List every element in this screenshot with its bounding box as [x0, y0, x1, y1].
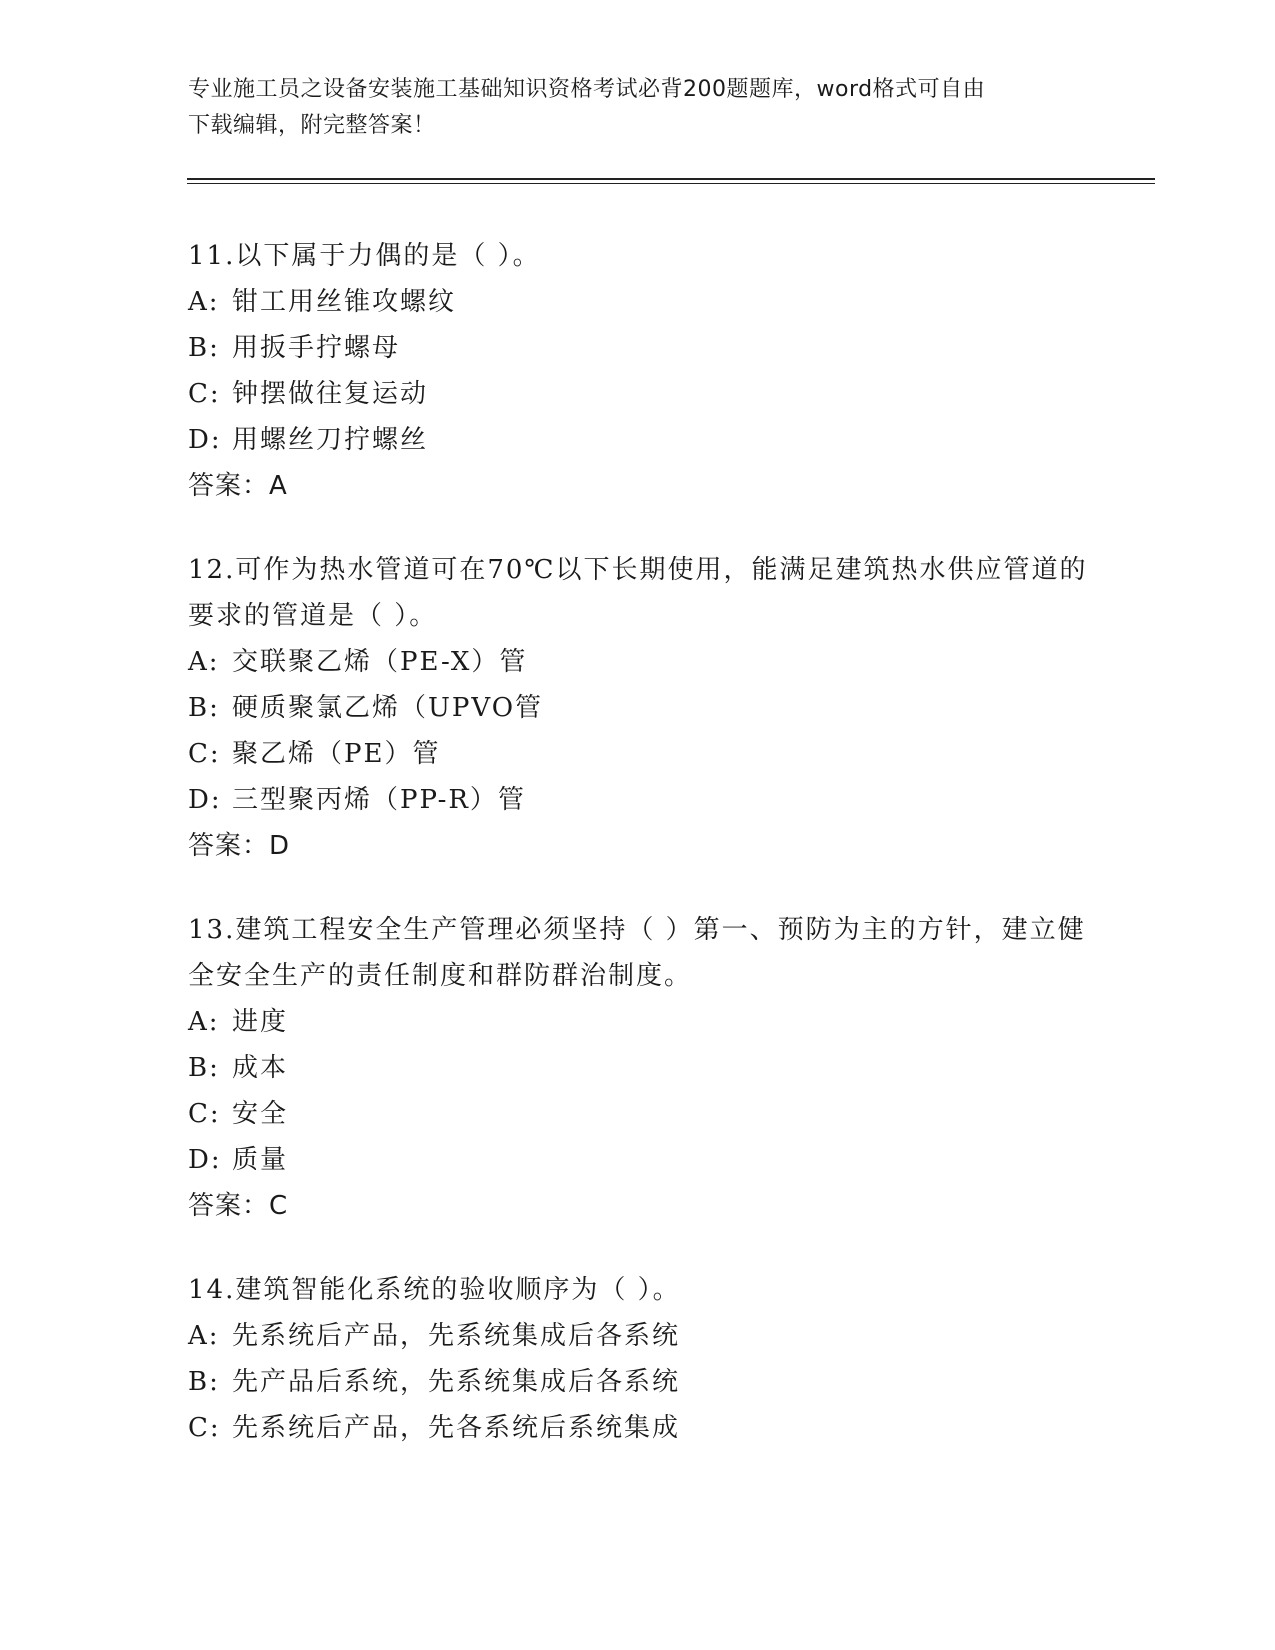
option-b: [188, 685, 1088, 731]
question-text: 14.建筑智能化系统的验收顺序为（ ）。: [188, 1275, 681, 1305]
option-a: [188, 1313, 1088, 1359]
option-text: 先系统后产品，先系统集成后各系统: [232, 1321, 681, 1351]
option-text: 成本: [232, 1053, 289, 1083]
question-13: [188, 907, 1088, 1229]
option-key: A:: [188, 287, 220, 317]
answer-line: 答案：C: [188, 1191, 289, 1221]
document-header: [188, 72, 1088, 144]
option-text: 硬质聚氯乙烯（UPVO管: [232, 693, 544, 723]
question-11: [188, 233, 1088, 509]
header-divider-thick: [187, 178, 1155, 180]
option-key: B:: [188, 693, 220, 723]
answer-line: 答案：A: [188, 471, 288, 501]
option-text: 先产品后系统，先系统集成后各系统: [232, 1367, 681, 1397]
option-key: D:: [188, 425, 222, 455]
option-text: 聚乙烯（PE）管: [232, 739, 441, 769]
header-line-1: 专业施工员之设备安装施工基础知识资格考试必背200题题库，word格式可自由: [188, 77, 986, 102]
answer-line: 答案：D: [188, 831, 291, 861]
option-text: 安全: [232, 1099, 289, 1129]
option-text: 质量: [232, 1145, 289, 1175]
option-c: [188, 731, 1088, 777]
option-text: 用扳手拧螺母: [232, 333, 401, 363]
option-key: C:: [188, 739, 221, 769]
option-key: A:: [188, 647, 220, 677]
option-key: B:: [188, 1053, 220, 1083]
option-key: B:: [188, 333, 220, 363]
option-key: C:: [188, 1099, 221, 1129]
option-text: 进度: [232, 1007, 289, 1037]
question-12: [188, 547, 1088, 869]
option-b: [188, 1045, 1088, 1091]
option-key: C:: [188, 379, 221, 409]
option-a: [188, 279, 1088, 325]
question-text: 11.以下属于力偶的是（ ）。: [188, 241, 541, 271]
option-key: B:: [188, 1367, 220, 1397]
option-b: [188, 325, 1088, 371]
question-text: 12.可作为热水管道可在70℃以下长期使用，能满足建筑热水供应管道的要求的管道是（ ）。: [188, 555, 1088, 631]
option-d: [188, 417, 1088, 463]
option-text: 三型聚丙烯（PP-R）管: [232, 785, 526, 815]
option-key: D:: [188, 1145, 222, 1175]
header-divider-thin: [187, 183, 1155, 184]
option-d: [188, 777, 1088, 823]
option-c: [188, 371, 1088, 417]
option-text: 钳工用丝锥攻螺纹: [232, 287, 457, 317]
option-text: 用螺丝刀拧螺丝: [232, 425, 429, 455]
option-key: D:: [188, 785, 222, 815]
option-key: C:: [188, 1413, 221, 1443]
option-c: [188, 1405, 1088, 1451]
option-b: [188, 1359, 1088, 1405]
option-a: [188, 639, 1088, 685]
option-d: [188, 1137, 1088, 1183]
question-14: [188, 1267, 1088, 1451]
question-list: [188, 233, 1088, 1489]
header-line-2: 下载编辑，附完整答案！: [188, 113, 436, 138]
option-text: 钟摆做往复运动: [232, 379, 429, 409]
option-a: [188, 999, 1088, 1045]
option-key: A:: [188, 1007, 220, 1037]
option-text: 先系统后产品，先各系统后系统集成: [232, 1413, 681, 1443]
option-text: 交联聚乙烯（PE-X）管: [232, 647, 528, 677]
option-key: A:: [188, 1321, 220, 1351]
question-text: 13.建筑工程安全生产管理必须坚持（ ）第一、预防为主的方针，建立健全安全生产的责任制度和群防群治制度。: [188, 915, 1086, 991]
option-c: [188, 1091, 1088, 1137]
